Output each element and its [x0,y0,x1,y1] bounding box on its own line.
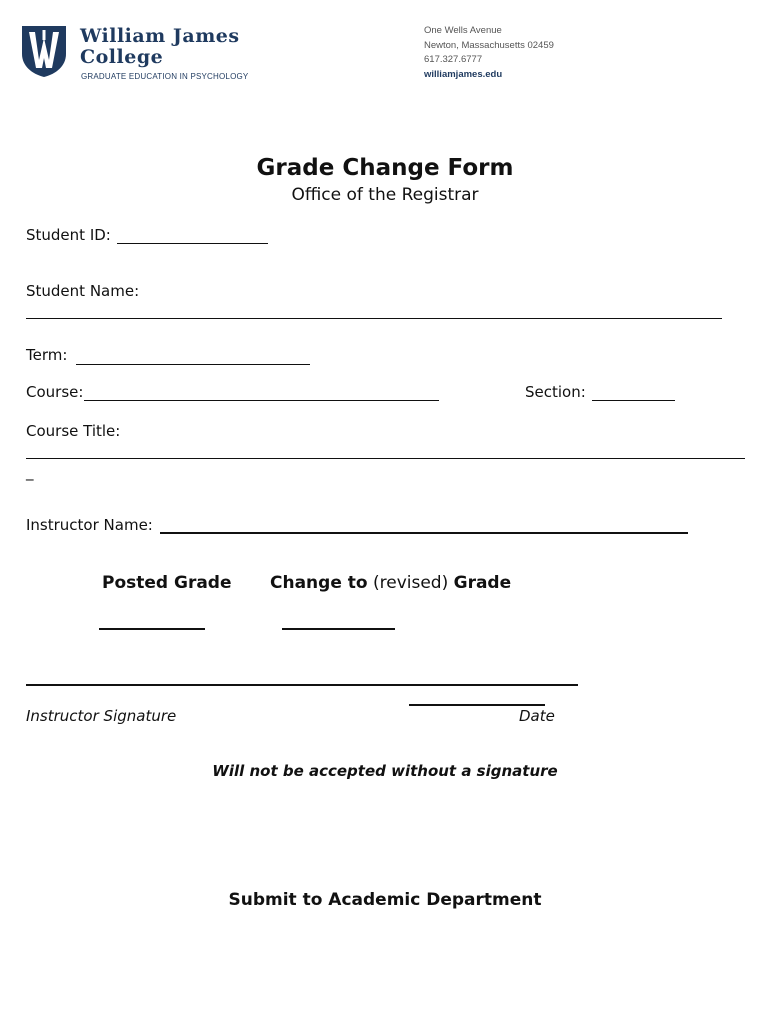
signature-warning: Will not be accepted without a signature [212,762,558,780]
grade-text: Grade [453,573,512,593]
course-title-field[interactable] [26,458,745,459]
posted-grade-field[interactable] [99,628,205,630]
section-field[interactable] [592,400,675,401]
date-label: Date [519,707,555,725]
section-label: Section: [525,383,586,401]
revised-grade-field[interactable] [282,628,395,630]
form-subtitle: Office of the Registrar [291,185,479,205]
instructor-name-label: Instructor Name: [26,516,153,534]
instructor-signature-field[interactable] [26,684,578,686]
college-name-line2 [80,46,163,68]
college-name-text-2: College [80,46,164,68]
college-logo-shield [20,24,68,78]
term-field[interactable] [76,364,310,365]
student-name-label: Student Name: [26,282,140,300]
student-id-field[interactable] [117,243,268,244]
revised-grade-heading [270,573,511,593]
college-name-text-1: William James [80,25,240,47]
college-tagline: GRADUATE EDUCATION IN PSYCHOLOGY [81,72,249,81]
student-id-label: Student ID: [26,226,111,244]
date-field[interactable] [409,704,545,706]
posted-grade-heading: Posted Grade [102,573,232,593]
course-title-stray-underscore: _ [26,463,34,481]
course-title-label: Course Title: [26,422,121,440]
revised-text: (revised) [372,573,449,593]
course-label: Course: [26,383,84,401]
term-label: Term: [26,346,68,364]
website-link[interactable]: williamjames.edu [424,68,503,80]
instructor-signature-label: Instructor Signature [26,707,177,725]
phone-number: 617.327.6777 [424,54,483,65]
student-name-field[interactable] [26,318,722,319]
change-to-text: Change to [270,573,368,593]
address-line-2: Newton, Massachusetts 02459 [424,39,554,51]
course-field[interactable] [84,400,439,401]
form-title: Grade Change Form [256,155,514,181]
address-line-1: One Wells Avenue [424,25,502,36]
instructor-name-field[interactable] [160,532,688,534]
college-name-line1 [80,25,240,47]
address-block [424,24,554,82]
submit-instruction: Submit to Academic Department [228,890,542,910]
